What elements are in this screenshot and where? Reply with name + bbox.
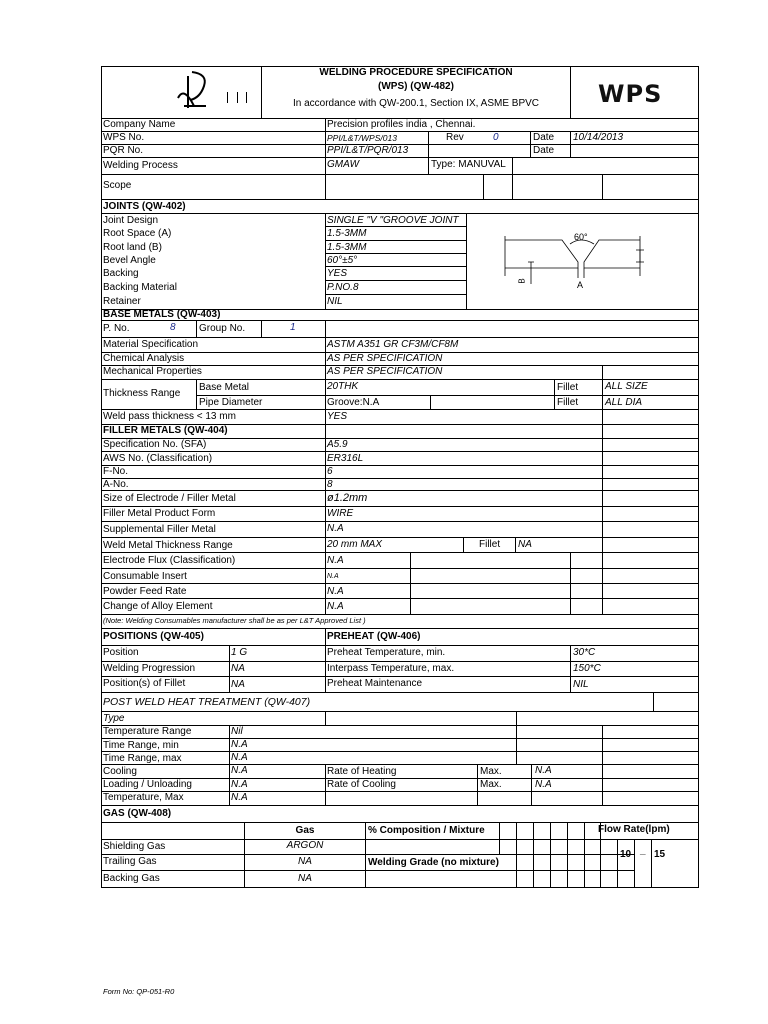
fillet-label: Fillet [557,382,579,393]
rev-value: 0 [493,132,499,143]
backing-material-value: P.NO.8 [327,282,359,293]
weld-pass-label: Weld pass thickness < 13 mm [103,411,236,422]
joint-sketch [505,236,644,284]
alloy-value: N.A [327,601,344,612]
powder-value: N.A [327,586,344,597]
fno-value: 6 [327,466,333,477]
root-land-value: 1.5-3MM [327,242,367,253]
material-spec-label: Material Specification [103,339,199,350]
company-name-value: Precision profiles india , Chennai. [327,119,476,130]
joints-heading: JOINTS (QW-402) [103,201,186,212]
trailing-gas-label: Trailing Gas [103,856,157,867]
flow-rate-column-header: Flow Rate(lpm) [598,824,670,835]
wmt-fillet-label: Fillet [479,539,501,550]
time-max-value: N.A [231,752,248,763]
time-min-value: N.A [231,739,248,750]
pipe-diameter-label: Pipe Diameter [199,397,263,408]
root-space-label: Root Space (A) [103,228,172,239]
loading-label: Loading / Unloading [103,779,192,790]
material-spec-value: ASTM A351 GR CF3M/CF8M [327,339,459,350]
retainer-value: NIL [327,296,343,307]
product-form-value: WIRE [327,508,354,519]
gas-column-header: Gas [295,825,315,836]
flow-rate-separator: _ [640,845,646,856]
preheat-maint-label: Preheat Maintenance [327,678,423,689]
group-label: Group No. [199,323,246,334]
chemical-value: AS PER SPECIFICATION [327,353,443,364]
welding-grade-label: Welding Grade (no mixture) [368,857,499,868]
supplemental-label: Supplemental Filler Metal [103,524,216,535]
cooling-rate-label: Rate of Cooling [327,779,396,790]
positions-heading: POSITIONS (QW-405) [103,631,204,642]
progression-value: NA [231,663,245,674]
powder-label: Powder Feed Rate [103,586,187,597]
preheat-maint-value: NIL [573,679,589,690]
shielding-gas-value: ARGON [286,840,324,851]
process-type: Type: MANUVAL [431,159,506,170]
position-label: Position [103,647,139,658]
composition-column-header: % Composition / Mixture [368,825,485,836]
backing-material-label: Backing Material [103,282,177,293]
base-metal-value: 20THK [327,381,359,392]
company-monogram-logo [178,72,206,108]
cooling-max-label: Max. [480,779,502,790]
scope-label: Scope [103,180,132,191]
time-min-label: Time Range, min [103,740,179,751]
pqr-no-value: PPI/L&T/PQR/013 [327,145,409,156]
backing-gas-label: Backing Gas [103,873,160,884]
bevel-angle-value: 60°±5° [327,255,358,266]
form-title: WELDING PROCEDURE SPECIFICATION [319,67,513,78]
sketch-a-label: A [577,280,584,290]
mechanical-label: Mechanical Properties [103,366,202,377]
aws-label: AWS No. (Classification) [103,453,213,464]
position-value: 1 G [231,647,248,658]
sketch-b-label: B [517,278,527,284]
temp-range-value: Nil [231,726,243,737]
flow-rate-to: 15 [654,849,666,860]
cooling-value: N.A [231,765,248,776]
rev-label: Rev [446,132,464,143]
preheat-min-label: Preheat Temperature, min. [327,647,446,658]
wps-no-value: PPI/L&T/WPS/013 [327,133,397,143]
backing-label: Backing [103,268,139,279]
ano-label: A-No. [103,479,129,490]
electrode-size-label: Size of Electrode / Filler Metal [103,493,236,504]
cooling-max-value: N.A [535,779,552,790]
ano-value: 8 [327,479,333,490]
form-title-code: (WPS) (QW-482) [378,81,454,92]
heating-max-value: N.A [535,765,552,776]
fillet-position-label: Position(s) of Fillet [103,678,186,689]
consumables-note: (Note: Welding Consumables manufacturer shall be as per L&T Approved List ) [103,616,366,625]
flux-value: N.A [327,555,344,566]
thickness-label: Thickness Range [103,388,181,399]
fillet-position-value: NA [231,679,245,690]
progression-label: Welding Progression [103,663,196,674]
insert-label: Consumable Insert [103,571,187,582]
company-name-label: Company Name [103,119,176,130]
bevel-angle-label: Bevel Angle [103,255,156,266]
root-land-label: Root land (B) [103,242,162,253]
wps-no-label: WPS No. [103,132,145,143]
cooling-label: Cooling [103,766,137,777]
product-form-label: Filler Metal Product Form [103,508,216,519]
fillet-label-2: Fillet [557,397,579,408]
group-value: 1 [290,322,296,333]
preheat-heading: PREHEAT (QW-406) [327,631,421,642]
date-value: 10/14/2013 [573,132,624,143]
insert-value: N.A [327,573,339,580]
wps-badge: WPS [598,80,663,108]
root-space-value: 1.5-3MM [327,228,367,239]
process-label: Welding Process [103,160,178,171]
fno-label: F-No. [103,466,128,477]
aws-value: ER316L [327,453,364,464]
retainer-label: Retainer [103,296,141,307]
loading-value: N.A [231,779,248,790]
electrode-size-value: ø1.2mm [327,492,368,504]
joint-design-value: SINGLE "V "GROOVE JOINT [327,215,459,226]
pwht-heading: POST WELD HEAT TREATMENT (QW-407) [103,696,311,708]
time-max-label: Time Range, max [103,753,182,764]
groove-value: Groove:N.A [327,397,380,408]
pno-value: 8 [170,322,176,333]
form-subtitle: In accordance with QW-200.1, Section IX, ASME BPVC [292,98,540,109]
fillet-dia-value: ALL DIA [605,397,643,408]
supplemental-value: N.A [327,523,344,534]
temp-max-label: Temperature, Max [103,792,184,803]
fillet-size-value: ALL SIZE [605,381,648,392]
chemical-label: Chemical Analysis [103,353,185,364]
weld-pass-value: YES [327,411,348,422]
base-metal-label: Base Metal [199,382,250,393]
trailing-gas-value: NA [298,856,312,867]
filler-heading: FILLER METALS (QW-404) [103,425,228,436]
pwht-type-label: Type [103,713,125,724]
date-label: Date [533,132,555,143]
shielding-gas-label: Shielding Gas [103,841,166,852]
pqr-date-label: Date [533,145,555,156]
flow-rate-from: 10 [620,849,632,860]
wmt-fillet-value: NA [518,539,532,550]
mechanical-value: AS PER SPECIFICATION [327,366,443,377]
process-value: GMAW [327,159,360,170]
temp-max-value: N.A [231,792,248,803]
form-number: Form No: QP-051-R0 [103,987,175,996]
preheat-min-value: 30*C [573,647,596,658]
heating-rate-label: Rate of Heating [327,766,397,777]
interpass-value: 150*C [573,663,601,674]
alloy-label: Change of Alloy Element [103,601,213,612]
gas-heading: GAS (QW-408) [103,808,172,819]
temp-range-label: Temperature Range [103,726,192,737]
sfa-value: A5.9 [327,439,348,450]
interpass-label: Interpass Temperature, max. [327,663,455,674]
backing-value: YES [327,268,348,279]
backing-gas-value: NA [298,873,312,884]
pno-label: P. No. [103,323,130,334]
sketch-angle-label: 60° [574,232,588,242]
weld-thickness-value: 20 mm MAX [327,539,383,550]
heating-max-label: Max. [480,766,502,777]
pqr-no-label: PQR No. [103,145,144,156]
weld-thickness-label: Weld Metal Thickness Range [103,540,233,551]
flux-label: Electrode Flux (Classification) [103,555,236,566]
joint-design-label: Joint Design [103,215,159,226]
base-metals-heading: BASE METALS (QW-403) [103,309,221,320]
sfa-label: Specification No. (SFA) [103,439,207,450]
